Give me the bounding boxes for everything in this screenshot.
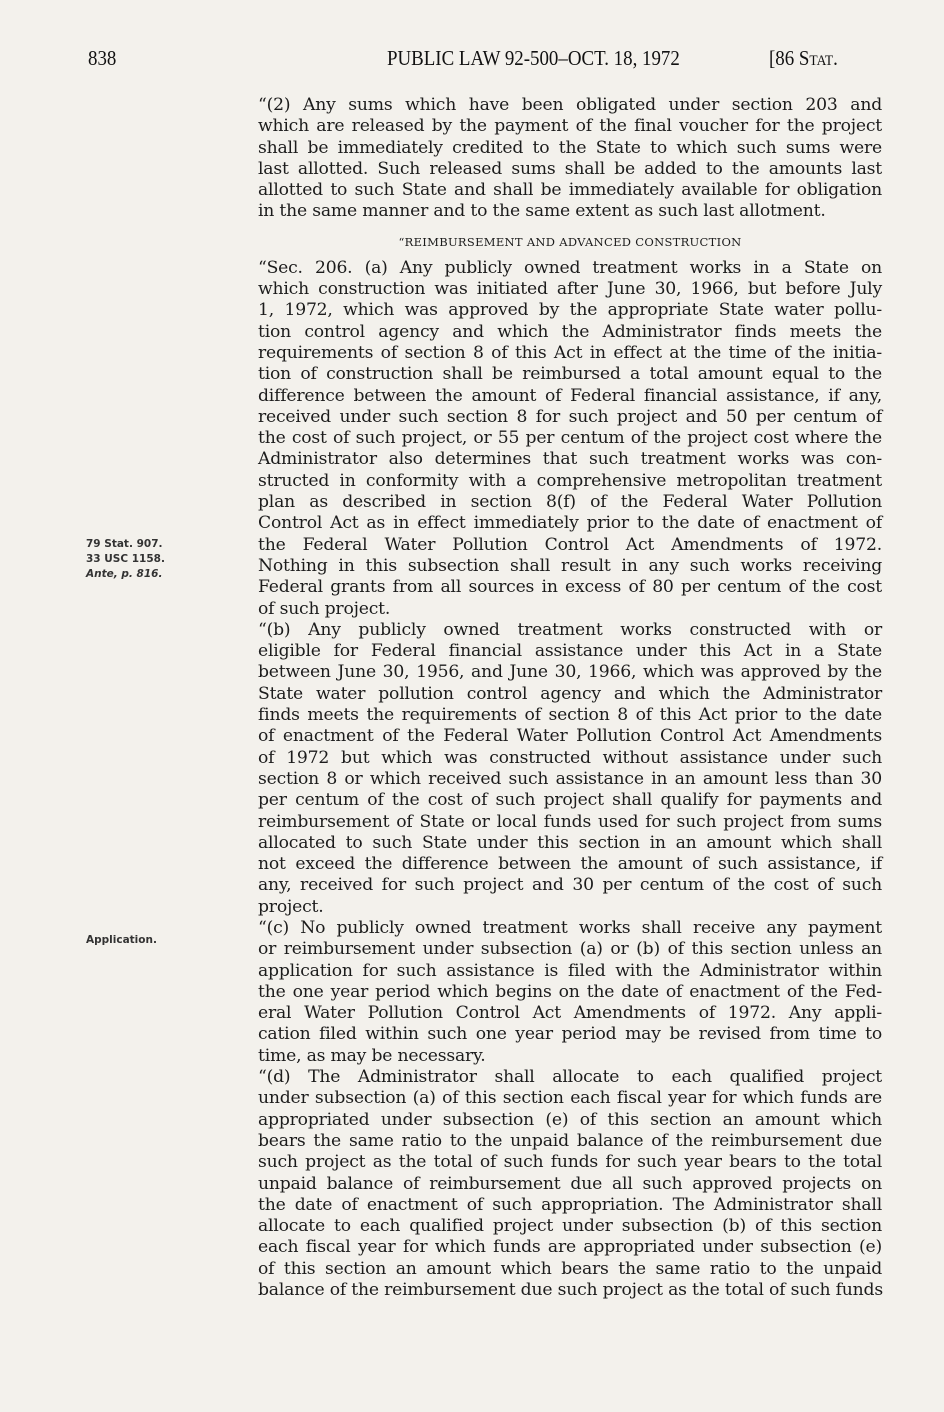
text-line: of such project. [258,598,391,619]
text-line: each fiscal year for which funds are appropriated under subsection (e) [258,1237,882,1258]
text-line: which are released by the payment of the final voucher for the project [258,116,882,137]
text-line: time, as may be necessary. [258,1045,486,1066]
margin-citation: 33 USC 1158. [86,553,165,565]
paragraph-p1 [258,95,882,223]
text-line: such project as the total of such funds for such year bears to the total [258,1152,882,1173]
text-line: “Sec. 206. (a) Any publicly owned treatment works in a State on [258,257,882,278]
text-line: project. [258,896,324,917]
text-line: the cost of such project, or 55 per centum of the project cost where the [258,428,882,449]
text-line: between June 30, 1956, and June 30, 1966, which was approved by the [258,662,882,683]
text-line: “(b) Any publicly owned treatment works constructed with or [258,619,882,640]
margin-citation: 79 Stat. 907. [86,538,163,550]
text-line: shall be immediately credited to the State to which such sums were [258,137,882,158]
statute-reference: [86 Stat. [769,46,838,70]
paragraph-pb [258,620,882,918]
text-line: the one year period which begins on the date of enactment of the Fed- [258,981,882,1002]
text-line: received under such section 8 for such project and 50 per centum of [258,406,882,427]
text-line: tion of construction shall be reimbursed a total amount equal to the [258,364,882,385]
text-line: balance of the reimbursement due such project as the total of such funds [258,1280,883,1301]
text-line: per centum of the cost of such project shall qualify for payments and [258,790,882,811]
margin-citations [86,537,165,582]
text-line: tion control agency and which the Administrator finds meets the [258,321,882,342]
margin-citation: Ante, p. 816. [86,568,163,580]
text-line: State water pollution control agency and which the Administrator [258,683,882,704]
text-line: Control Act as in effect immediately prior to the date of enactment of [258,513,882,534]
text-line: 1, 1972, which was approved by the appropriate State water pollu- [258,300,882,321]
text-line: Administrator also determines that such treatment works was con- [258,449,882,470]
text-line: of enactment of the Federal Water Pollution Control Act Amendments [258,726,882,747]
paragraph-pa [258,258,882,620]
text-line: allotted to such State and shall be immediately available for obligation [258,180,882,201]
body-text [258,95,882,1301]
text-line: unpaid balance of reimbursement due all such approved projects on [258,1173,882,1194]
text-line: not exceed the difference between the amount of such assistance, if [258,854,882,875]
section-heading: “REIMBURSEMENT AND ADVANCED CONSTRUCTION [398,234,742,249]
text-line: allocated to such State under this section in an amount which shall [258,832,882,853]
text-line: plan as described in section 8(f) of the Federal Water Pollution [258,492,882,513]
text-line: which construction was initiated after June 30, 1966, but before July [258,279,882,300]
text-line: application for such assistance is filed with the Administrator within [258,960,882,981]
text-line: of 1972 but which was constructed without assistance under such [258,747,882,768]
text-line: reimbursement of State or local funds used for such project from sums [258,811,882,832]
text-line: under subsection (a) of this section each fiscal year for which funds are [258,1088,882,1109]
text-line: the date of enactment of such appropriation. The Administrator shall [258,1194,882,1215]
text-line: Nothing in this subsection shall result in any such works receiving [258,555,882,576]
text-line: the Federal Water Pollution Control Act Amendments of 1972. [258,534,882,555]
running-title: PUBLIC LAW 92-500–OCT. 18, 1972 [387,46,680,70]
text-line: structed in conformity with a comprehensive metropolitan treatment [258,470,882,491]
margin-application-note: Application. [86,934,157,946]
text-line: Federal grants from all sources in excess of 80 per centum of the cost [258,577,882,598]
text-line: any, received for such project and 30 per centum of the cost of such [258,875,882,896]
text-line: “(2) Any sums which have been obligated under section 203 and [258,95,882,115]
text-line: allocate to each qualified project under subsection (b) of this section [258,1216,882,1237]
paragraph-pd [258,1067,882,1301]
text-line: or reimbursement under subsection (a) or (b) of this section unless an [258,939,882,960]
text-line: eral Water Pollution Control Act Amendments of 1972. Any appli- [258,1003,882,1024]
text-line: cation filed within such one year period may be revised from time to [258,1024,882,1045]
paragraph-pc [258,918,882,1067]
text-line: finds meets the requirements of section 8 of this Act prior to the date [258,705,882,726]
text-line: “(d) The Administrator shall allocate to each qualified project [258,1067,882,1088]
text-line: requirements of section 8 of this Act in effect at the time of the initia- [258,342,882,363]
text-line: “(c) No publicly owned treatment works shall receive any payment [258,917,882,938]
text-line: difference between the amount of Federal financial assistance, if any, [258,385,882,406]
page-number: 838 [88,46,117,70]
text-line: eligible for Federal financial assistance under this Act in a State [258,641,882,662]
text-line: in the same manner and to the same extent as such last allotment. [258,201,826,222]
text-line: appropriated under subsection (e) of this section an amount which [258,1109,882,1130]
text-line: bears the same ratio to the unpaid balance of the reimbursement due [258,1130,882,1151]
text-line: of this section an amount which bears the same ratio to the unpaid [258,1258,882,1279]
text-line: section 8 or which received such assistance in an amount less than 30 [258,768,882,789]
text-line: last allotted. Such released sums shall be added to the amounts last [258,158,882,179]
